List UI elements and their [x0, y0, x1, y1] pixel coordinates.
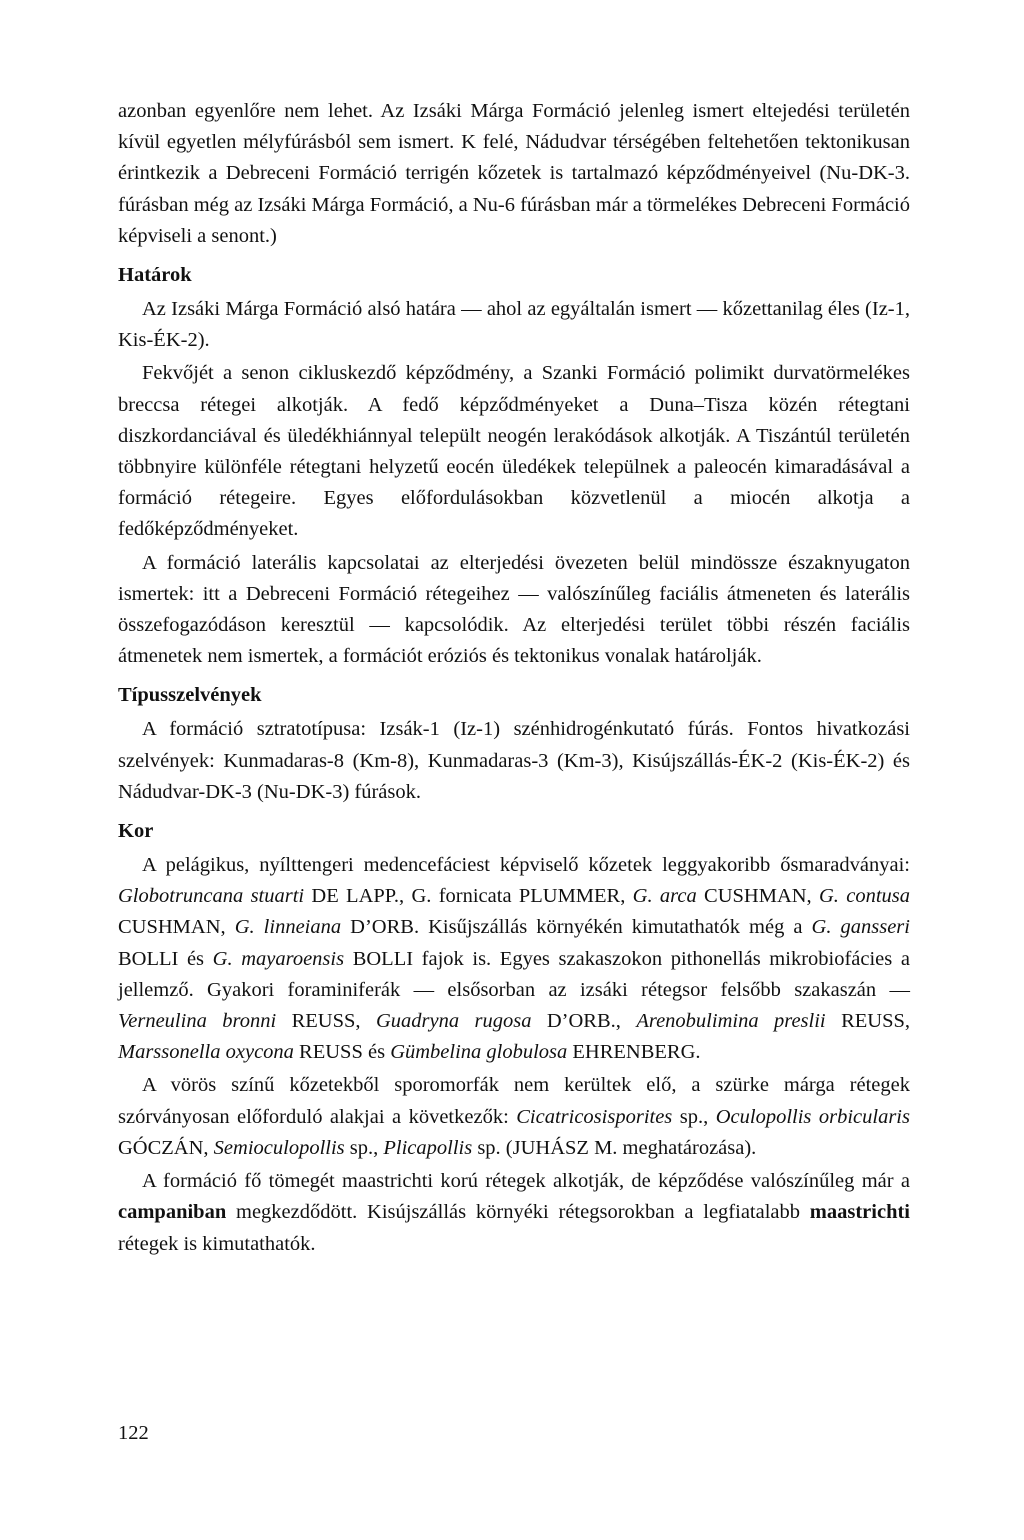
text-run: DE LAPP., G. fornicata PLUMMER,	[304, 885, 633, 908]
text-run: REUSS,	[276, 1010, 376, 1033]
taxon-name: Marssonella oxycona	[118, 1041, 294, 1064]
hatarok-paragraph-1: Az Izsáki Márga Formáció alsó határa — ahol az egyáltalán ismert — kőzettanilag éles (Iz-1, Kis-ÉK-2).	[118, 298, 910, 352]
tipus-paragraph-1: A formáció sztratotípusa: Izsák-1 (Iz-1) szénhidrogénkutató fúrás. Fontos hivatkozási szelvények: Kunmadaras-8 (Km-8), Kunmadaras-3 (Km-3), Kisújszállás-ÉK-2 (Kis-ÉK-2) és Nádudvar-DK-3 (Nu-DK-3) fúrások.	[118, 718, 910, 803]
taxon-name: G. gansseri	[811, 916, 910, 939]
page-number: 122	[118, 1422, 149, 1444]
text-run: GÓCZÁN,	[118, 1136, 214, 1159]
taxon-name: Plicapollis	[383, 1136, 473, 1159]
taxon-name: Arenobulimina preslii	[636, 1010, 826, 1033]
taxon-name: Semioculopollis	[213, 1136, 345, 1159]
text-run: D’ORB. Kisűjszállás környékén kimutathatók még a	[341, 916, 812, 939]
emphasized-term: campaniban	[118, 1201, 227, 1224]
text-run: A formáció fő tömegét maastrichti korú rétegek alkotják, de képződése valószínűleg már a	[142, 1170, 910, 1193]
taxon-name: Verneulina bronni	[118, 1010, 277, 1033]
taxon-name: Cicatricosisporites	[516, 1105, 673, 1128]
text-run: A pelágikus, nyílttengeri medencefáciest képviselő kőzetek leggyakoribb ősmaradványai:	[142, 854, 910, 877]
taxon-name: G. arca	[632, 885, 697, 908]
text-run: sp.,	[672, 1105, 716, 1128]
page-content	[118, 96, 910, 1262]
text-run: EHRENBERG.	[567, 1041, 701, 1064]
text-run: D’ORB.,	[531, 1010, 637, 1033]
section-heading-tipusszelvenyek: Típusszelvények	[118, 684, 262, 707]
intro-paragraph: azonban egyenlőre nem lehet. Az Izsáki Márga Formáció jelenleg ismert eltejedési területén kívül egyetlen mélyfúrásból sem ismert. K felé, Nádudvar térségében feltehetően tektonikusan érintkezik a Debreceni Formáció terrigén kőzetek is tartalmazó képződményeivel (Nu-DK-3. fúrásban még az Izsáki Márga Formáció, a Nu-6 fúrásban már a törmelékes Debreceni Formáció képviseli a senont.)	[118, 100, 910, 247]
kor-paragraph-2	[118, 1070, 910, 1164]
taxon-name: Globotruncana stuarti	[118, 885, 305, 908]
taxon-name: G. mayaroensis	[212, 947, 345, 970]
taxon-name: Gümbelina globulosa	[390, 1041, 568, 1064]
text-run: sp.,	[344, 1136, 384, 1159]
section-heading-kor: Kor	[118, 820, 154, 843]
text-run: BOLLI fajok is. Egyes szakaszokon pithonellás mikrobiofácies a jellemző. Gyakori foraminiferák — elsősorban az izsáki rétegsor felsőbb szakaszán —	[118, 947, 910, 1001]
taxon-name: G. contusa	[819, 885, 911, 908]
kor-paragraph-1	[118, 850, 910, 1068]
emphasized-term: maastrichti	[809, 1201, 910, 1224]
text-run: A vörös színű kőzetekből sporomorfák nem kerültek elő, a szürke márga rétegek szórványosan előforduló alakjai a következők:	[118, 1074, 910, 1128]
text-run: megkezdődött. Kisújszállás környéki rétegsorokban a legfiatalabb	[226, 1201, 810, 1224]
text-run: rétegek is kimutathatók.	[118, 1232, 316, 1255]
text-run: REUSS,	[825, 1010, 910, 1033]
hatarok-paragraph-2: Fekvőjét a senon cikluskezdő képződmény, a Szanki Formáció polimikt durvatörmelékes breccsa rétegei alkotják. A fedő képződményeket a Duna–Tisza közén rétegtani diszkordanciával és üledékhiánnyal települt neogén lerakódások alkotják. A Tiszántúl területén többnyire különféle rétegtani helyzetű eocén üledékek települnek a paleocén kimaradásával a formáció rétegeire. Egyes előfordulásokban közvetlenül a miocén alkotja a fedőképződményeket.	[118, 362, 910, 541]
text-run: CUSHMAN,	[118, 916, 235, 939]
text-run: sp. (JUHÁSZ M. meghatározása).	[472, 1136, 757, 1159]
text-run: REUSS és	[293, 1041, 391, 1064]
text-run: BOLLI és	[118, 947, 213, 970]
taxon-name: G. linneiana	[234, 916, 342, 939]
hatarok-paragraph-3: A formáció laterális kapcsolatai az elterjedési övezeten belül mindössze északnyugaton ismertek: itt a Debreceni Formáció rétegeihez — valószínűleg faciális átmeneten és laterális összefogazódáson keresztül — kapcsolódik. Az elterjedési terület többi részén faciális átmenetek nem ismertek, a formációt eróziós és tektonikus vonalak határolják.	[118, 551, 910, 668]
kor-paragraph-3	[118, 1166, 910, 1260]
taxon-name: Guadryna rugosa	[375, 1010, 532, 1033]
section-heading-hatarok: Határok	[118, 264, 192, 287]
text-run: CUSHMAN,	[696, 885, 819, 908]
taxon-name: Oculopollis orbicularis	[715, 1105, 910, 1128]
